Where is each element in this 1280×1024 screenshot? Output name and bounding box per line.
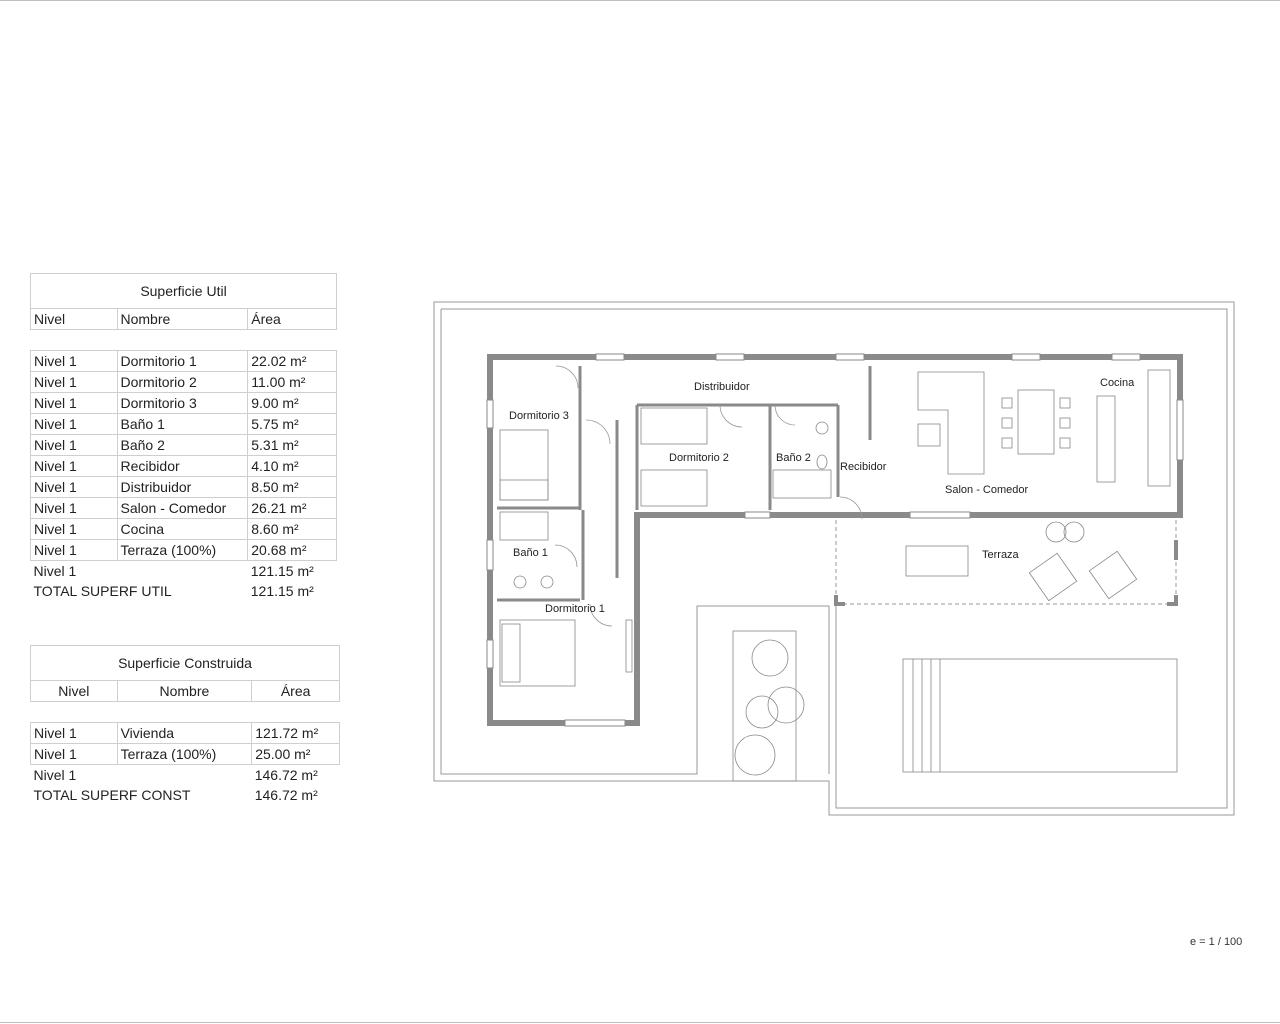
- plant: [746, 696, 778, 728]
- cell-area: 5.75 m²: [248, 414, 337, 435]
- door-swing: [720, 405, 742, 427]
- util-subtotal-nivel: Nivel 1: [33, 563, 77, 579]
- cell-nivel: Nivel 1: [31, 519, 118, 540]
- cell-nombre: Salon - Comedor: [117, 498, 248, 519]
- util-total-value: 121.15 m²: [250, 583, 314, 599]
- cell-area: 26.21 m²: [248, 498, 337, 519]
- room-label-bano-2: Baño 2: [776, 452, 811, 464]
- cell-nivel: Nivel 1: [31, 723, 118, 744]
- chair: [1002, 438, 1012, 448]
- const-total-label: TOTAL SUPERF CONST: [33, 787, 191, 803]
- dining-table: [1018, 390, 1054, 454]
- cell-nivel: Nivel 1: [31, 498, 118, 519]
- cell-nombre: Distribuidor: [117, 477, 248, 498]
- cell-area: 9.00 m²: [248, 393, 337, 414]
- window: [716, 354, 744, 360]
- bed: [641, 408, 707, 444]
- const-subtotal-area: 146.72 m²: [254, 767, 318, 783]
- planter: [733, 631, 796, 781]
- cell-area: 121.72 m²: [252, 723, 340, 744]
- window: [596, 354, 624, 360]
- room-label-bano-1: Baño 1: [513, 547, 548, 559]
- sun-lounger: [1029, 553, 1076, 600]
- bed: [500, 430, 548, 500]
- plant: [752, 640, 788, 676]
- window: [745, 512, 770, 518]
- kitchen-island: [1097, 396, 1115, 482]
- chair: [1002, 398, 1012, 408]
- plant: [735, 735, 775, 775]
- cell-area: 8.50 m²: [248, 477, 337, 498]
- cell-area: 20.68 m²: [248, 540, 337, 561]
- chair: [1060, 418, 1070, 428]
- cell-area: 4.10 m²: [248, 456, 337, 477]
- cell-area: 5.31 m²: [248, 435, 337, 456]
- window: [487, 640, 493, 668]
- plant: [1046, 522, 1066, 542]
- cell-nivel: Nivel 1: [31, 414, 118, 435]
- cell-nombre: Vivienda: [117, 723, 252, 744]
- util-header-area: Área: [248, 309, 337, 330]
- cell-nombre: Terraza (100%): [117, 744, 252, 765]
- const-header-nivel: Nivel: [31, 681, 118, 702]
- plant: [1064, 522, 1084, 542]
- util-header-nivel: Nivel: [31, 309, 118, 330]
- window: [487, 540, 493, 570]
- window: [836, 354, 864, 360]
- bed-pillow: [500, 480, 548, 500]
- terrace-table: [906, 546, 968, 576]
- cell-nombre: Cocina: [117, 519, 248, 540]
- cell-nombre: Terraza (100%): [117, 540, 248, 561]
- wardrobe: [626, 620, 632, 672]
- cell-nivel: Nivel 1: [31, 744, 118, 765]
- shower: [773, 470, 831, 498]
- windows: [487, 354, 1183, 726]
- cell-area: 25.00 m²: [252, 744, 340, 765]
- window: [565, 720, 625, 726]
- room-label-dormitorio-2: Dormitorio 2: [669, 452, 729, 464]
- cell-area: 11.00 m²: [248, 372, 337, 393]
- room-label-dormitorio-3: Dormitorio 3: [509, 410, 569, 422]
- chair: [1060, 398, 1070, 408]
- const-header-area: Área: [252, 681, 340, 702]
- window: [1112, 354, 1140, 360]
- const-table-title: Superficie Construida: [31, 646, 340, 681]
- bed-pillow: [502, 624, 520, 682]
- door-swing: [555, 545, 577, 567]
- chair: [1060, 438, 1070, 448]
- cell-nombre: Dormitorio 2: [117, 372, 248, 393]
- util-total-label: TOTAL SUPERF UTIL: [33, 583, 172, 599]
- door-swing: [586, 420, 610, 444]
- cell-nivel: Nivel 1: [31, 456, 118, 477]
- chair: [1002, 418, 1012, 428]
- cell-nivel: Nivel 1: [31, 393, 118, 414]
- scale-label: e = 1 / 100: [1190, 936, 1243, 948]
- cell-area: 22.02 m²: [248, 351, 337, 372]
- util-table-title: Superficie Util: [31, 274, 337, 309]
- cell-nombre: Recibidor: [117, 456, 248, 477]
- room-label-salon-comedor: Salon - Comedor: [945, 484, 1029, 496]
- bed: [500, 620, 575, 686]
- exterior-walls: [490, 357, 1180, 723]
- shower: [500, 512, 548, 540]
- cell-nivel: Nivel 1: [31, 540, 118, 561]
- sink: [816, 422, 828, 434]
- pool-steps: [913, 659, 940, 772]
- pool: [903, 659, 1177, 772]
- cell-nombre: Dormitorio 3: [117, 393, 248, 414]
- const-subtotal-nivel: Nivel 1: [33, 767, 77, 783]
- util-header-nombre: Nombre: [117, 309, 248, 330]
- cell-nivel: Nivel 1: [31, 372, 118, 393]
- plant: [768, 687, 804, 723]
- interior-walls: [497, 366, 870, 600]
- room-labels: [509, 377, 1135, 615]
- toilet: [817, 455, 827, 469]
- cell-nombre: Baño 2: [117, 435, 248, 456]
- util-subtotal-area: 121.15 m²: [250, 563, 314, 579]
- window: [1012, 354, 1040, 360]
- sofa: [918, 372, 984, 474]
- house-outer-wall: [490, 357, 1180, 723]
- cell-nombre: Baño 1: [117, 414, 248, 435]
- sink: [541, 576, 553, 588]
- const-total-value: 146.72 m²: [254, 787, 318, 803]
- room-label-recibidor: Recibidor: [840, 461, 887, 473]
- cell-nivel: Nivel 1: [31, 477, 118, 498]
- cell-nivel: Nivel 1: [31, 435, 118, 456]
- window: [487, 400, 493, 428]
- room-label-distribuidor: Distribuidor: [694, 381, 750, 393]
- door-swing: [556, 366, 578, 388]
- room-label-terraza: Terraza: [982, 549, 1019, 561]
- cell-nivel: Nivel 1: [31, 351, 118, 372]
- const-header-nombre: Nombre: [117, 681, 252, 702]
- sink: [514, 576, 526, 588]
- window: [1177, 400, 1183, 460]
- room-label-dormitorio-1: Dormitorio 1: [545, 603, 605, 615]
- window: [910, 512, 970, 518]
- bed: [641, 470, 707, 506]
- kitchen-counter: [1148, 370, 1170, 486]
- room-label-cocina: Cocina: [1100, 377, 1135, 389]
- sun-lounger: [1089, 551, 1136, 598]
- cell-nombre: Dormitorio 1: [117, 351, 248, 372]
- cell-area: 8.60 m²: [248, 519, 337, 540]
- coffee-table: [918, 424, 940, 446]
- door-swing: [775, 405, 795, 425]
